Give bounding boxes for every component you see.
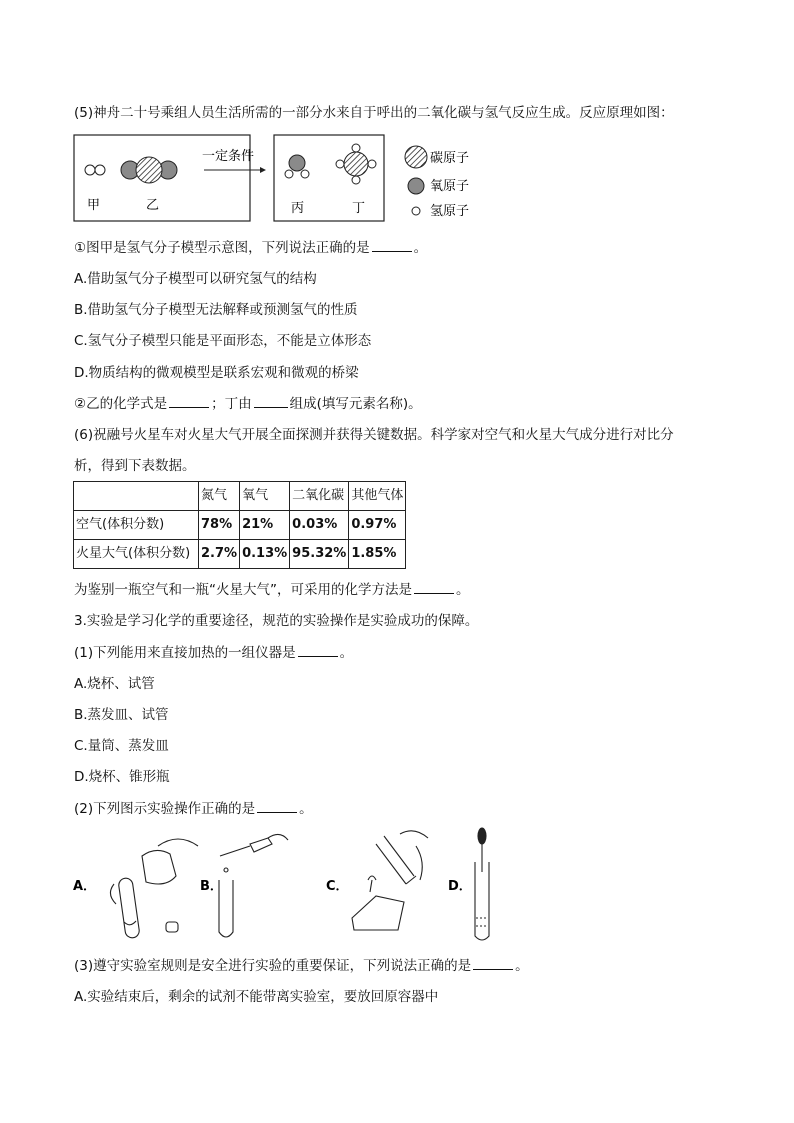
carbon-atom (344, 152, 368, 176)
carbon-atom (136, 157, 162, 183)
q5-sub1-stem: ①图甲是氢气分子模型示意图，下列说法正确的是 。 (74, 240, 428, 256)
q5-option-b: B.借助氢气分子模型无法解释或预测氢气的性质 (74, 302, 358, 318)
label-yi: 乙 (146, 198, 160, 213)
label-ding: 丁 (352, 201, 366, 216)
answer-blank[interactable] (169, 395, 209, 408)
figure-d-dropper-vertical (475, 828, 489, 940)
oxygen-atom (289, 155, 305, 171)
figure-a-pouring (110, 839, 198, 939)
figure-label-d: D． (448, 879, 472, 894)
q3-option-c: C.量筒、蒸发皿 (74, 738, 169, 754)
figure-b-dropper (219, 834, 288, 937)
hydrogen-atom (85, 165, 95, 175)
answer-blank[interactable] (257, 800, 297, 813)
atmosphere-comparison-table (73, 481, 406, 569)
q6-question: 为鉴别一瓶空气和一瓶“火星大气”，可采用的化学方法是 。 (74, 582, 470, 598)
q3-sub3-option-a: A.实验结束后，剩余的试剂不能带离实验室，要放回原容器中 (74, 989, 439, 1005)
answer-blank[interactable] (298, 644, 338, 657)
lab-operations-figure (70, 826, 500, 946)
q5-option-a: A.借助氢气分子模型可以研究氢气的结构 (74, 271, 317, 287)
q3-sub2: (2)下列图示实验操作正确的是 。 (74, 801, 313, 817)
hydrogen-atom (285, 170, 293, 178)
q6-stem-line1: (6)祝融号火星车对火星大气开展全面探测并获得关键数据。科学家对空气和火星大气成分进行对比分 (74, 427, 674, 443)
q3-sub3: (3)遵守实验室规则是安全进行实验的重要保证，下列说法正确的是 。 (74, 958, 529, 974)
legend-hydrogen-icon (412, 207, 420, 215)
legend-hydrogen: 氢原子 (430, 204, 470, 219)
legend-oxygen-icon (408, 178, 424, 194)
q3-option-a: A.烧杯、试管 (74, 676, 155, 692)
table-row: 火星大气(体积分数) 2.7% 0.13% 95.32% 1.85% (74, 540, 406, 569)
legend-carbon: 碳原子 (430, 151, 470, 166)
answer-blank[interactable] (414, 581, 454, 594)
figure-label-a: A． (73, 879, 97, 894)
hydrogen-atom (352, 176, 360, 184)
table-header-row: 氮气 氧气 二氧化碳 其他气体 (74, 482, 406, 511)
label-bing: 丙 (291, 201, 305, 216)
q6-stem-line2: 析，得到下表数据。 (74, 458, 196, 474)
figure-c-heating (352, 831, 428, 930)
answer-blank[interactable] (473, 957, 513, 970)
legend-carbon-icon (405, 146, 427, 168)
label-jia: 甲 (87, 198, 101, 213)
reactants-box (74, 135, 250, 221)
q3-sub1: (1)下列能用来直接加热的一组仪器是 。 (74, 645, 354, 661)
hydrogen-atom (368, 160, 376, 168)
hydrogen-atom (95, 165, 105, 175)
q5-stem: (5)神舟二十号乘组人员生活所需的一部分水来自于呼出的二氧化碳与氢气反应生成。反应原理如图： (74, 105, 674, 121)
figure-label-c: C． (326, 879, 349, 894)
reaction-condition: 一定条件 (202, 149, 255, 164)
reaction-diagram (70, 132, 490, 228)
answer-blank[interactable] (254, 395, 288, 408)
table-row: 空气(体积分数) 78% 21% 0.03% 0.97% (74, 511, 406, 540)
q3-option-d: D.烧杯、锥形瓶 (74, 769, 170, 785)
hydrogen-atom (336, 160, 344, 168)
legend-oxygen: 氧原子 (430, 179, 470, 194)
answer-blank[interactable] (372, 239, 412, 252)
q3-option-b: B.蒸发皿、试管 (74, 707, 169, 723)
q5-option-d: D.物质结构的微观模型是联系宏观和微观的桥梁 (74, 365, 359, 381)
q3-stem: 3.实验是学习化学的重要途径，规范的实验操作是实验成功的保障。 (74, 613, 479, 629)
hydrogen-atom (301, 170, 309, 178)
q5-option-c: C.氢气分子模型只能是平面形态，不能是立体形态 (74, 333, 372, 349)
hydrogen-atom (352, 144, 360, 152)
figure-label-b: B． (200, 879, 223, 894)
q5-sub2: ②乙的化学式是 ；丁由 组成(填写元素名称)。 (74, 396, 422, 412)
